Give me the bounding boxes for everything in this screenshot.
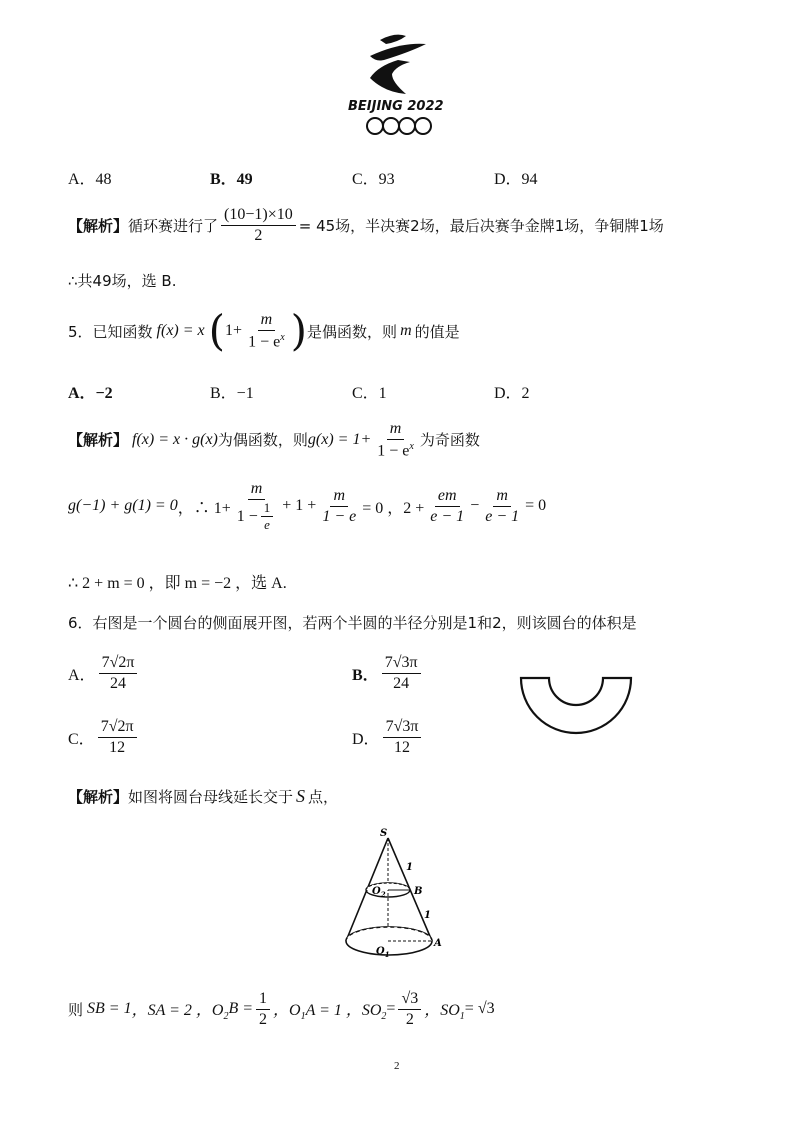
svg-text:A: A (434, 938, 442, 949)
solution-text: = 45场，半决赛2场，最后决赛争金牌1场，争铜牌1场 (298, 216, 664, 235)
q5-option-b: B．−1 (210, 385, 254, 402)
q4-option-b: B．49 (210, 171, 253, 188)
page-number: 2 (394, 1060, 400, 1072)
beijing-2022-logo (340, 22, 455, 140)
svg-text:B: B (414, 886, 423, 897)
solution-4-line2: ∴共49场，选 B. (68, 272, 177, 290)
solution-4-line1 (68, 206, 664, 244)
q4-option-d: D．94 (494, 171, 538, 188)
svg-text:S: S (380, 828, 388, 839)
analysis-tag: 【解析】 (68, 216, 129, 235)
fraction: $\frac{m}{1 - e^x}$ (248, 311, 285, 351)
question-5: 5．已知函数 f(x) = x ( 1+ $\frac{m}{1 - e^x}$ ) 是偶函数，则 m 的值是 (68, 306, 460, 355)
q6-option-c: C． $\frac{7√2\pi}{12}$ (68, 718, 140, 756)
analysis-tag: 【解析】 (68, 788, 129, 806)
svg-text:O1: $O_1$ (376, 946, 390, 959)
frustum-lateral-unfold-figure (518, 672, 634, 740)
q5-option-a: A．−2 (68, 385, 113, 402)
solution-6-line1: 【解析】 如图将圆台母线延长交于 S 点， (68, 786, 339, 806)
svg-text:1: 1 (424, 910, 431, 921)
svg-text:O2: $O_2$ (372, 886, 386, 899)
q5-option-c: C．1 (352, 385, 387, 402)
winter-olympics-emblem-icon (340, 22, 455, 140)
q5-option-d: D．2 (494, 385, 530, 402)
q6-option-b: B． $\frac{7√3\pi}{24}$ (352, 654, 424, 692)
solution-5-line1: 【解析】 f(x) = x · g(x) 为偶函数，则 g(x) = 1+ $\frac{m}{1 - e^x}$ 为奇函数 (68, 420, 480, 459)
fraction: $\frac{(10-1)\times 10}{2}$ (221, 206, 296, 244)
q6-option-d: D． $\frac{7√3\pi}{12}$ (352, 718, 424, 756)
q4-option-a: A．48 (68, 171, 112, 188)
solution-5-line2: g(−1) + g(1) = 0 ，∴ 1+ m 1 − $\frac{1}{e}$ + 1 + $\frac{m}{1 - e}$ = 0 ，2 + $\frac{em}{e - 1}$ − $\frac{m}{e - 1}$ = 0 (68, 480, 547, 532)
analysis-tag: 【解析】 (68, 431, 129, 450)
solution-text: 循环赛进行了 (128, 216, 219, 235)
solution-5-line3: ∴ 2 + m = 0 ，即 m = −2 ，选 A. (68, 575, 287, 592)
q6-option-a: A． $\frac{7√2\pi}{24}$ (68, 654, 140, 692)
logo-text: BEIJING 2022 (348, 99, 444, 114)
question-6-stem: 6．右图是一个圆台的侧面展开图，若两个半圆的半径分别是1和2，则该圆台的体积是 (68, 614, 637, 632)
solution-6-final: 则 SB = 1 ，SA = 2 ，$O_2$ B = $\frac{1}{2}$ ，$O_1$ A = 1 ，$SO_2$ = $\frac{√3}{2}$ ，$SO_1$ = √3 (68, 990, 495, 1028)
cone-frustum-figure (340, 824, 460, 968)
q4-option-c: C．93 (352, 171, 395, 188)
svg-text:1: 1 (406, 862, 413, 873)
